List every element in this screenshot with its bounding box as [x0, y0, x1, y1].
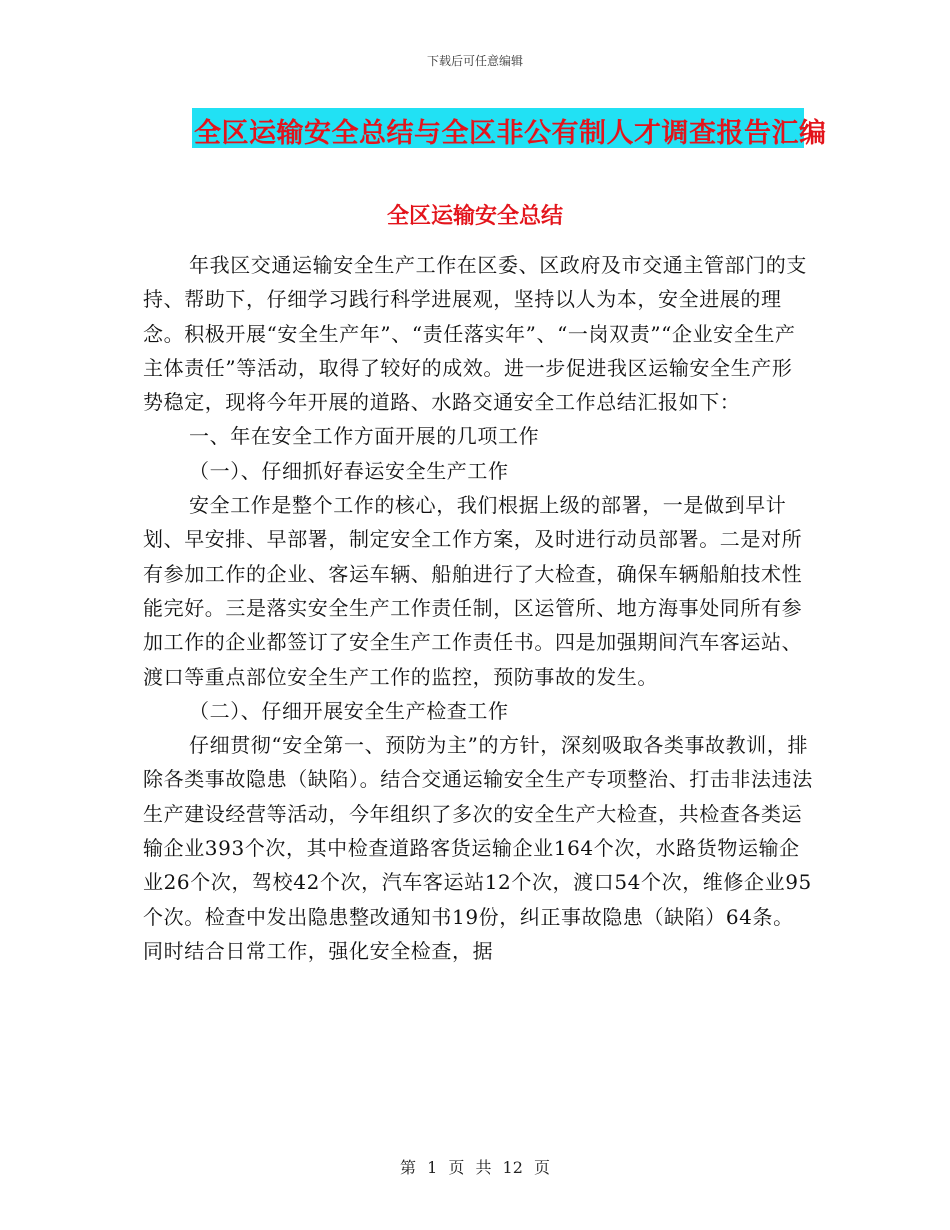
section-title: 全区运输安全总结 — [386, 204, 563, 229]
page-header-note: 下载后可任意编辑 — [426, 54, 523, 68]
document-title: 全区运输安全总结与全区非公有制人才调查报告汇编 — [194, 118, 827, 149]
page-number: 第 1 页 共 12 页 — [400, 1158, 550, 1177]
document-body — [143, 248, 813, 968]
paragraph-intro: 年我区交通运输安全生产工作在区委、区政府及市交通主管部门的支持、帮助下，仔细学习践行科学进展观，坚持以人为本，安全进展的理念。积极开展“安全生产年”、“责任落实年”、“一岗双责”“企业安全生产主体责任”等活动，取得了较好的成效。进一步促进我区运输安全生产形势稳定，现将今年开展的道路、水路交通安全工作总结汇报如下： — [143, 253, 807, 415]
heading-item-1: （一）、仔细抓好春运安全生产工作 — [189, 458, 509, 483]
document-title-highlight — [192, 108, 827, 149]
heading-level-1: 一、年在安全工作方面开展的几项工作 — [189, 424, 540, 449]
paragraph-safety-inspection: 仔细贯彻“安全第一、预防为主”的方针，深刻吸取各类事故教训，排除各类事故隐患（缺陷）。结合交通运输安全生产专项整治、打击非法违法生产建设经营等活动，今年组织了多次的安全生产大检查，共检查各类运输企业393个次，其中检查道路客货运输企业164个次，水路货物运输企业26个次，驾校42个次，汽车客运站12个次，渡口54个次，维修企业95个次。检查中发出隐患整改通知书19份，纠正事故隐患（缺陷）64条。同时结合日常工作，强化安全检查，据 — [143, 733, 813, 963]
heading-item-2: （二）、仔细开展安全生产检查工作 — [189, 698, 509, 723]
paragraph-spring-transport: 安全工作是整个工作的核心，我们根据上级的部署，一是做到早计划、早安排、早部署，制定安全工作方案，及时进行动员部署。二是对所有参加工作的企业、客运车辆、船舶进行了大检查，确保车辆船舶技术性能完好。三是落实安全生产工作责任制，区运管所、地方海事处同所有参加工作的企业都签订了安全生产工作责任书。四是加强期间汽车客运站、渡口等重点部位安全生产工作的监控，预防事故的发生。 — [143, 493, 803, 689]
